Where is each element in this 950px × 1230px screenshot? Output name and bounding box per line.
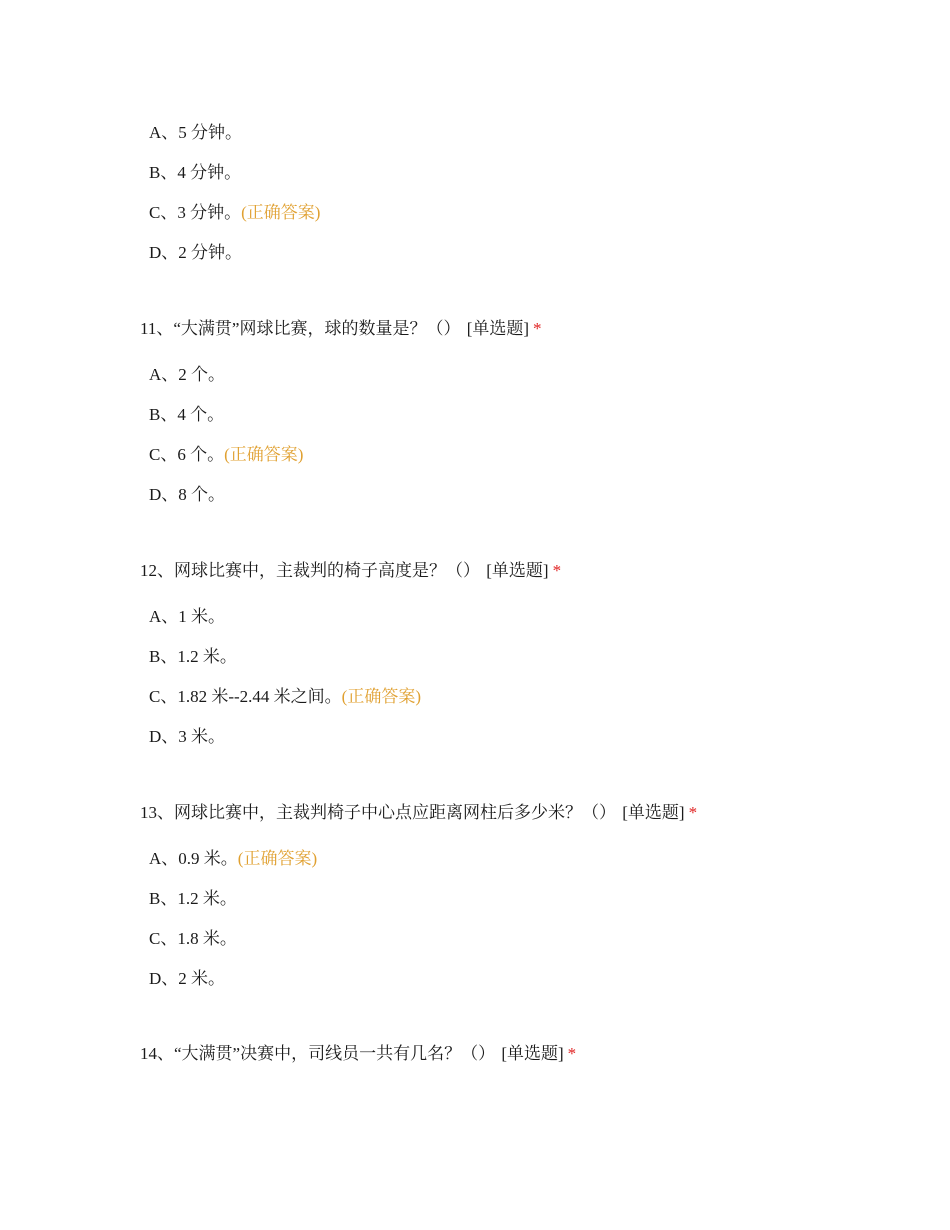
question-text: 13、网球比赛中，主裁判椅子中心点应距离网柱后多少米？（） <box>140 803 616 822</box>
option-text: B、1.2 米。 <box>149 889 237 908</box>
q11-option-c <box>149 444 303 466</box>
correct-answer-label: (正确答案) <box>341 687 421 706</box>
question-text: 14、“大满贯”决赛中，司线员一共有几名？（） <box>140 1044 496 1063</box>
q13-option-d <box>149 968 225 990</box>
option-text: B、4 个。 <box>149 405 225 424</box>
q10-option-c <box>149 202 320 224</box>
option-text: D、8 个。 <box>149 485 226 504</box>
q13-option-a <box>149 848 317 870</box>
option-text: A、1 米。 <box>149 607 226 626</box>
q12-title <box>140 560 561 582</box>
q12-option-c <box>149 686 421 708</box>
option-text: D、2 分钟。 <box>149 243 243 262</box>
q12-option-d <box>149 726 225 748</box>
question-type: [单选题] <box>486 561 549 580</box>
required-mark: * <box>552 561 562 580</box>
option-text: D、3 米。 <box>149 727 226 746</box>
option-text: C、1.8 米。 <box>149 929 237 948</box>
required-mark: * <box>688 803 698 822</box>
correct-answer-label: (正确答案) <box>241 203 321 222</box>
required-mark: * <box>533 319 542 338</box>
q14-title <box>140 1043 576 1065</box>
option-text: C、1.82 米--2.44 米之间。 <box>149 687 342 706</box>
q13-option-c <box>149 928 237 950</box>
correct-answer-label: (正确答案) <box>237 849 318 868</box>
q11-option-a <box>149 364 225 386</box>
q10-option-b <box>149 162 241 184</box>
required-mark: * <box>567 1044 577 1063</box>
option-text: C、3 分钟。 <box>149 203 242 222</box>
question-text: 11、“大满贯”网球比赛，球的数量是？（） <box>140 319 461 338</box>
option-text: B、4 分钟。 <box>149 163 242 182</box>
q11-title <box>140 318 542 340</box>
q13-option-b <box>149 888 237 910</box>
q12-option-b <box>149 646 237 668</box>
question-text: 12、网球比赛中，主裁判的椅子高度是？（） <box>140 561 480 580</box>
q10-option-d <box>149 242 242 264</box>
question-type: [单选题] <box>622 803 685 822</box>
option-text: C、6 个。 <box>149 445 225 464</box>
option-text: A、5 分钟。 <box>149 123 243 142</box>
q11-option-d <box>149 484 225 506</box>
q11-option-b <box>149 404 224 426</box>
option-text: A、2 个。 <box>149 365 226 384</box>
option-text: D、2 米。 <box>149 969 226 988</box>
question-type: [单选题] <box>466 319 530 338</box>
correct-answer-label: (正确答案) <box>224 445 304 464</box>
question-type: [单选题] <box>501 1044 564 1063</box>
q10-option-a <box>149 122 242 144</box>
option-text: B、1.2 米。 <box>149 647 237 666</box>
q13-title <box>140 802 697 824</box>
option-text: A、0.9 米。 <box>149 849 238 868</box>
q12-option-a <box>149 606 225 628</box>
